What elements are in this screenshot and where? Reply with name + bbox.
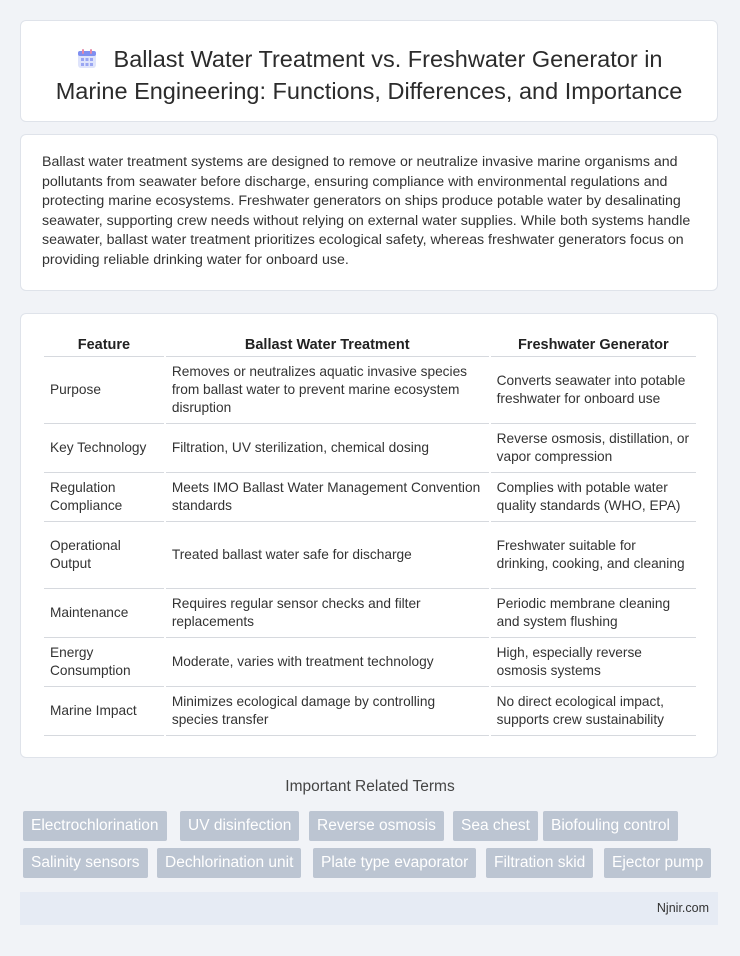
row-feature: Operational Output (44, 522, 164, 589)
term-tag[interactable]: Plate type evaporator (313, 848, 476, 878)
row-freshwater: Reverse osmosis, distillation, or vapor compression (491, 424, 696, 473)
row-ballast: Minimizes ecological damage by controlling species transfer (166, 687, 489, 736)
related-terms-title: Important Related Terms (285, 778, 455, 795)
comparison-card (20, 313, 718, 758)
table-header-row (44, 334, 696, 357)
row-ballast: Requires regular sensor checks and filter replacements (166, 589, 489, 638)
footer-site[interactable]: Njnir.com (656, 901, 709, 915)
footer (20, 892, 718, 925)
row-freshwater: Converts seawater into potable freshwater for onboard use (491, 357, 696, 424)
term-tag[interactable]: Ejector pump (604, 848, 711, 878)
row-ballast: Moderate, varies with treatment technology (166, 638, 489, 687)
row-ballast: Removes or neutralizes aquatic invasive species from ballast water to prevent marine ecosystem disruption (166, 357, 489, 424)
row-feature: Purpose (44, 357, 164, 424)
term-tag[interactable]: Reverse osmosis (309, 811, 444, 841)
title-line-1: Ballast Water Treatment vs. Freshwater Generator in (113, 46, 663, 72)
term-tag[interactable]: Sea chest (453, 811, 538, 841)
row-ballast: Meets IMO Ballast Water Management Convention standards (166, 473, 489, 522)
table-row (44, 357, 696, 424)
header-feature: Feature (44, 334, 164, 357)
title-line-2: Marine Engineering: Functions, Differences, and Importance (55, 78, 683, 104)
row-freshwater: High, especially reverse osmosis systems (491, 638, 696, 687)
table-row (44, 589, 696, 638)
title-card (20, 20, 718, 122)
page-title (21, 21, 717, 106)
header-ballast: Ballast Water Treatment (166, 334, 489, 357)
table-row (44, 473, 696, 522)
table-row (44, 687, 696, 736)
row-ballast: Filtration, UV sterilization, chemical dosing (166, 424, 489, 473)
table-row (44, 424, 696, 473)
table-row (44, 522, 696, 589)
term-tag[interactable]: Salinity sensors (23, 848, 148, 878)
row-feature: Marine Impact (44, 687, 164, 736)
intro-card (20, 134, 718, 291)
row-freshwater: Complies with potable water quality standards (WHO, EPA) (491, 473, 696, 522)
row-feature: Energy Consumption (44, 638, 164, 687)
table-row (44, 638, 696, 687)
row-ballast: Treated ballast water safe for discharge (166, 522, 489, 589)
row-freshwater: No direct ecological impact, supports crew sustainability (491, 687, 696, 736)
term-tag[interactable]: UV disinfection (180, 811, 299, 841)
row-feature: Key Technology (44, 424, 164, 473)
row-feature: Maintenance (44, 589, 164, 638)
term-tag[interactable]: Biofouling control (543, 811, 678, 841)
intro-paragraph: Ballast water treatment systems are designed to remove or neutralize invasive marine organisms and pollutants from seawater before discharge, ensuring compliance with environmental regulations and protecting marine ecosystems. Freshwater generators on ships produce potable water by desalinating seawater, supporting crew needs without relying on external water supplies. While both systems handle seawater, ballast water treatment prioritizes ecological safety, whereas freshwater generators focus on providing reliable drinking water for onboard use. (42, 154, 691, 268)
calendar-icon (76, 48, 98, 77)
comparison-table (42, 334, 698, 736)
term-tag[interactable]: Filtration skid (486, 848, 593, 878)
header-freshwater: Freshwater Generator (491, 334, 696, 357)
term-tag[interactable]: Electrochlorination (23, 811, 167, 841)
row-freshwater: Freshwater suitable for drinking, cooking, and cleaning (491, 522, 696, 589)
term-tag[interactable]: Dechlorination unit (157, 848, 301, 878)
row-freshwater: Periodic membrane cleaning and system flushing (491, 589, 696, 638)
row-feature: Regulation Compliance (44, 473, 164, 522)
